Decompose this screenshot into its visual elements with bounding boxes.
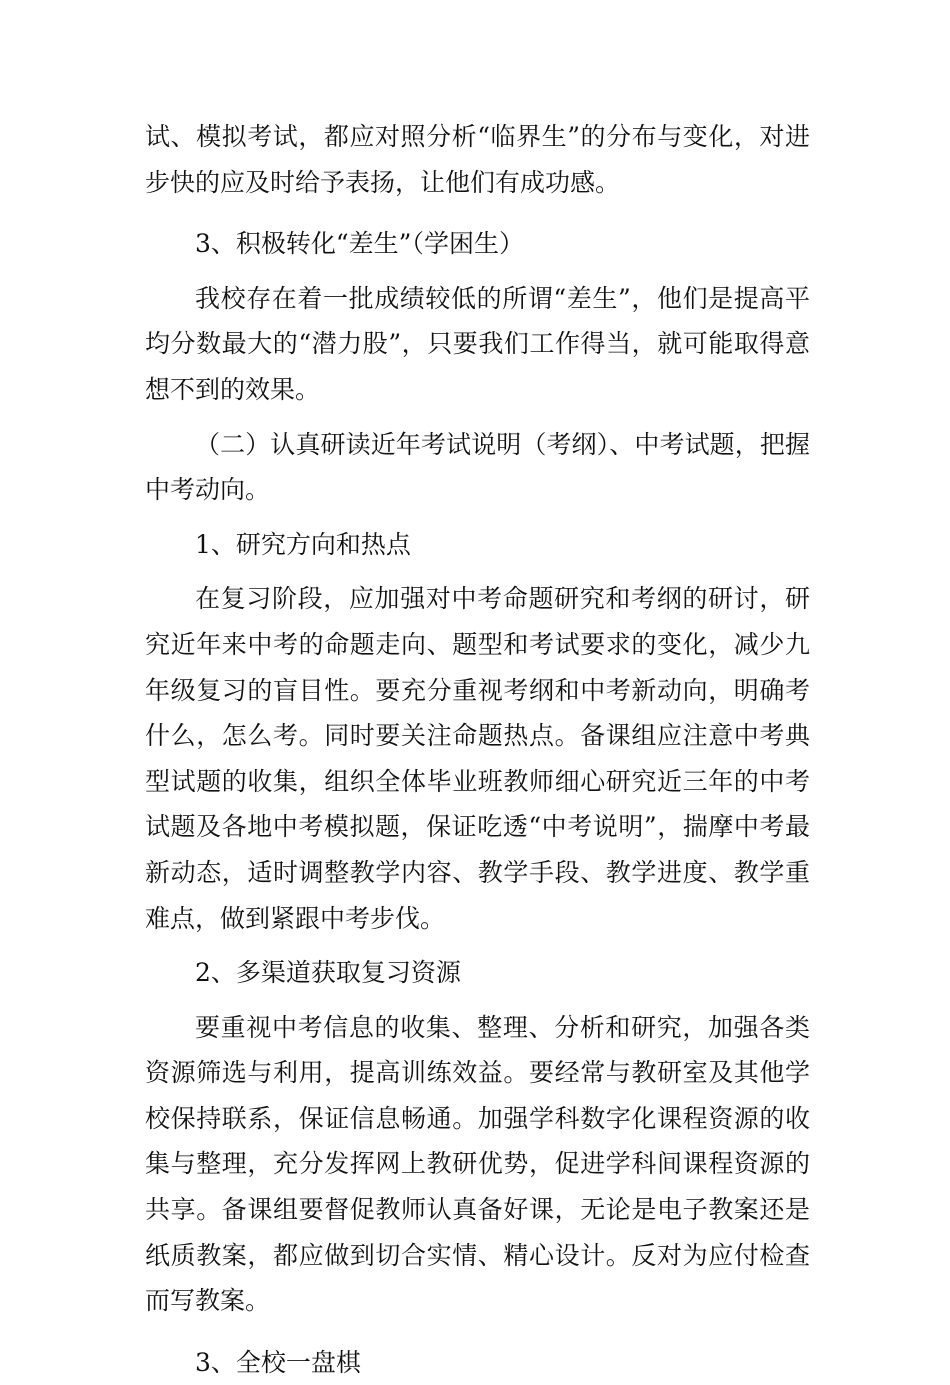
section-heading-whole-school: 3、全校一盘棋 [195,1347,361,1377]
document-body [145,114,810,1385]
paragraph-weak-students: 我校存在着一批成绩较低的所谓“差生”，他们是提高平均分数最大的“潜力股”，只要我们工作得当，就可能取得意想不到的效果。 [145,283,810,404]
section-heading-review-resources: 2、多渠道获取复习资源 [195,958,461,988]
section-heading-study-exam-outline: （二）认真研读近年考试说明（考纲）、中考试题，把握中考动向。 [145,429,810,505]
section-heading-research-direction: 1、研究方向和热点 [195,529,411,559]
section-heading-transform-weak-students: 3、积极转化“差生”（学困生） [195,229,524,259]
paragraph-review-resources: 要重视中考信息的收集、整理、分析和研究，加强各类资源筛选与利用，提高训练效益。要经常与教研室及其他学校保持联系，保证信息畅通。加强学科数字化课程资源的收集与整理，充分发挥网上教研优势，促进学科间课程资源的共享。备课组要督促教师认真备好课，无论是电子教案还是纸质教案，都应做到切合实情、精心设计。反对为应付检查而写教案。 [145,1012,810,1316]
paragraph-continuation: 试、模拟考试，都应对照分析“临界生”的分布与变化，对进步快的应及时给予表扬，让他们有成功感。 [145,122,810,197]
paragraph-research-direction: 在复习阶段，应加强对中考命题研究和考纲的研讨，研究近年来中考的命题走向、题型和考试要求的变化，减少九年级复习的盲目性。要充分重视考纲和中考新动向，明确考什么，怎么考。同时要关注命题热点。备课组应注意中考典型试题的收集，组织全体毕业班教师细心研究近三年的中考试题及各地中考模拟题，保证吃透“中考说明”，揣摩中考最新动态，适时调整教学内容、教学手段、教学进度、教学重难点，做到紧跟中考步伐。 [145,584,810,933]
